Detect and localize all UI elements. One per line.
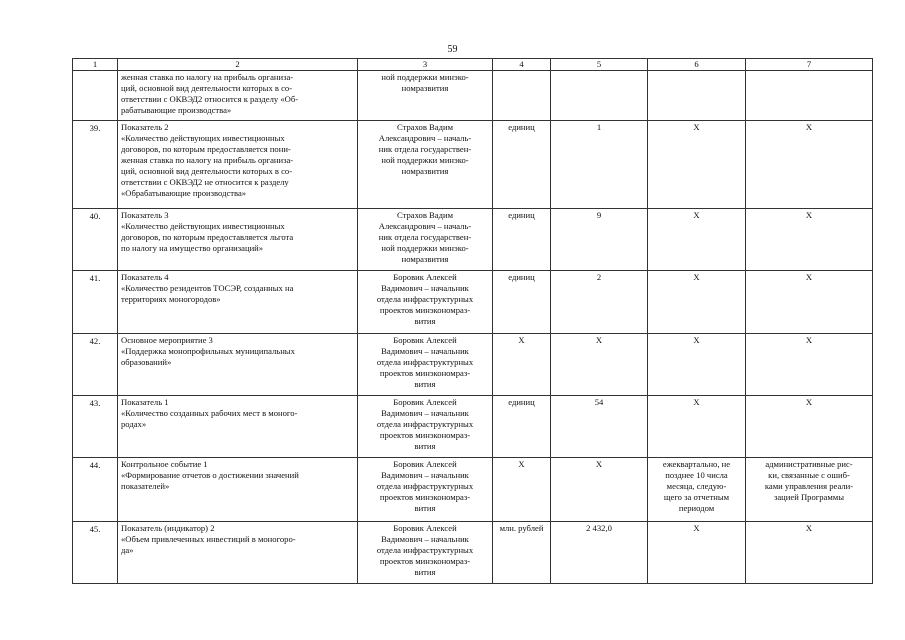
table-row — [73, 71, 873, 121]
deadline-cell — [648, 522, 746, 584]
cell-line: Вадимович – начальник — [381, 346, 469, 356]
description-cell — [118, 522, 358, 584]
cell-line: X — [693, 397, 700, 407]
table-row — [73, 121, 873, 209]
cell-line: месяца, следую- — [666, 481, 727, 491]
cell-line: вития — [414, 379, 436, 389]
deadline-cell — [648, 271, 746, 334]
risk-cell — [746, 271, 873, 334]
cell-line: отдела инфраструктурных — [376, 294, 474, 304]
risk-cell — [746, 209, 873, 271]
cell-line: проектов минэкономраз- — [379, 556, 471, 566]
responsible-cell — [358, 458, 493, 522]
responsible-cell — [358, 396, 493, 458]
cell-line: «Количество действующих инвестиционных — [121, 133, 285, 143]
cell-line: ответствии с ОКВЭД2 относится к разделу «Об- — [121, 94, 299, 104]
risk-cell — [746, 522, 873, 584]
table-row — [73, 522, 873, 584]
cell-line: ответствии с ОКВЭД2 не относится к разделу — [121, 177, 289, 187]
cell-line: Боровик Алексей — [393, 523, 457, 533]
row-number: 41. — [73, 271, 118, 334]
cell-line: «Количество созданных рабочих мест в моного- — [121, 408, 298, 418]
cell-line: X — [805, 122, 813, 132]
cell-line: административные рис- — [765, 459, 853, 469]
description-cell — [118, 396, 358, 458]
cell-line: по налогу на имущество организаций» — [121, 243, 264, 253]
cell-line: Страхов Вадим — [396, 210, 454, 220]
cell-line: Боровик Алексей — [393, 272, 457, 282]
deadline-cell — [648, 121, 746, 209]
cell-line: номразвития — [401, 254, 449, 264]
responsible-cell — [358, 334, 493, 396]
header-row — [73, 59, 873, 71]
cell-line: Вадимович – начальник — [381, 534, 469, 544]
header-cell: 1 — [73, 59, 118, 71]
unit-cell: X — [493, 458, 551, 522]
value-cell: X — [551, 458, 648, 522]
cell-line: X — [693, 335, 700, 345]
row-number: 39. — [73, 121, 118, 209]
cell-line: ежеквартально, не — [662, 459, 731, 469]
deadline-cell — [648, 458, 746, 522]
cell-line: ной поддержки минэко- — [381, 155, 469, 165]
header-cell: 7 — [746, 59, 873, 71]
deadline-cell — [648, 209, 746, 271]
description-cell — [118, 71, 358, 121]
unit-cell: единиц — [493, 121, 551, 209]
cell-line: ками управления реали- — [764, 481, 854, 491]
cell-line: Страхов Вадим — [396, 122, 454, 132]
cell-line: ций, основной вид деятельности которых в со- — [121, 166, 293, 176]
deadline-cell — [648, 71, 746, 121]
risk-cell — [746, 71, 873, 121]
cell-line: X — [693, 210, 700, 220]
cell-line: Показатель 2 — [121, 122, 169, 132]
cell-line: X — [805, 523, 813, 533]
cell-line: отдела инфраструктурных — [376, 481, 474, 491]
header-cell: 5 — [551, 59, 648, 71]
cell-line: зацией Программы — [773, 492, 845, 502]
cell-line: отдела инфраструктурных — [376, 545, 474, 555]
table-row — [73, 334, 873, 396]
cell-line: вития — [414, 441, 436, 451]
risk-cell — [746, 396, 873, 458]
cell-line: Показатель 4 — [121, 272, 169, 282]
cell-line: X — [805, 397, 813, 407]
cell-line: X — [805, 272, 813, 282]
responsible-cell — [358, 209, 493, 271]
cell-line: позднее 10 числа — [665, 470, 728, 480]
cell-line: ной поддержки минэко- — [381, 243, 469, 253]
cell-line: «Обрабатывающие производства» — [121, 188, 247, 198]
header-cell: 4 — [493, 59, 551, 71]
deadline-cell — [648, 396, 746, 458]
cell-line: договоров, по которым предоставляется пони- — [121, 144, 291, 154]
cell-line: X — [805, 210, 813, 220]
cell-line: Основное мероприятие 3 — [121, 335, 213, 345]
cell-line: проектов минэкономраз- — [379, 492, 471, 502]
cell-line: отдела инфраструктурных — [376, 357, 474, 367]
cell-line: Вадимович – начальник — [381, 408, 469, 418]
unit-cell — [493, 71, 551, 121]
cell-line: номразвития — [401, 166, 449, 176]
cell-line: Вадимович – начальник — [381, 470, 469, 480]
row-number: 42. — [73, 334, 118, 396]
risk-cell — [746, 458, 873, 522]
table-row — [73, 458, 873, 522]
header-cell: 3 — [358, 59, 493, 71]
cell-line: Контрольное событие 1 — [121, 459, 208, 469]
unit-cell: X — [493, 334, 551, 396]
cell-line: ник отдела государствен- — [378, 144, 472, 154]
cell-line: «Объем привлеченных инвестиций в моногоро- — [121, 534, 296, 544]
cell-line: вития — [414, 567, 436, 577]
cell-line: ций, основной вид деятельности которых в со- — [121, 83, 293, 93]
deadline-cell — [648, 334, 746, 396]
cell-line: X — [693, 272, 700, 282]
cell-line: вития — [414, 503, 436, 513]
responsible-cell — [358, 271, 493, 334]
cell-line: Боровик Алексей — [393, 335, 457, 345]
cell-line: «Количество резидентов ТОСЭР, созданных на — [121, 283, 294, 293]
value-cell: 9 — [551, 209, 648, 271]
indicators-table — [72, 58, 873, 584]
unit-cell: единиц — [493, 396, 551, 458]
cell-line: ки, связанные с ошиб- — [768, 470, 850, 480]
table-row — [73, 271, 873, 334]
row-number: 43. — [73, 396, 118, 458]
cell-line: показателей» — [121, 481, 170, 491]
cell-line: Боровик Алексей — [393, 459, 457, 469]
value-cell: X — [551, 334, 648, 396]
cell-line: Вадимович – начальник — [381, 283, 469, 293]
cell-line: «Поддержка монопрофильных муниципальных — [121, 346, 295, 356]
cell-line: рабатывающие производства» — [121, 105, 232, 115]
page-number: 59 — [447, 44, 458, 55]
cell-line: женная ставка по налогу на прибыль организа- — [121, 72, 294, 82]
value-cell — [551, 71, 648, 121]
cell-line: отдела инфраструктурных — [376, 419, 474, 429]
cell-line: Показатель 3 — [121, 210, 169, 220]
cell-line: номразвития — [401, 83, 449, 93]
unit-cell: млн. рублей — [493, 522, 551, 584]
row-number — [73, 71, 118, 121]
cell-line: территориях моногородов» — [121, 294, 221, 304]
value-cell: 54 — [551, 396, 648, 458]
cell-line: периодом — [678, 503, 715, 513]
row-number: 45. — [73, 522, 118, 584]
cell-line: вития — [414, 316, 436, 326]
unit-cell: единиц — [493, 271, 551, 334]
cell-line: X — [693, 523, 700, 533]
responsible-cell — [358, 71, 493, 121]
cell-line: да» — [121, 545, 134, 555]
cell-line: Александрович – началь- — [378, 133, 472, 143]
description-cell — [118, 271, 358, 334]
description-cell — [118, 458, 358, 522]
cell-line: Александрович – началь- — [378, 221, 472, 231]
value-cell: 1 — [551, 121, 648, 209]
header-cell: 6 — [648, 59, 746, 71]
description-cell — [118, 334, 358, 396]
cell-line: щего за отчетным — [663, 492, 730, 502]
risk-cell — [746, 121, 873, 209]
description-cell — [118, 121, 358, 209]
table-row — [73, 209, 873, 271]
cell-line: проектов минэкономраз- — [379, 305, 471, 315]
cell-line: Показатель 1 — [121, 397, 169, 407]
cell-line: «Формирование отчетов о достижении значений — [121, 470, 299, 480]
cell-line: договоров, по которым предоставляется льгота — [121, 232, 294, 242]
responsible-cell — [358, 121, 493, 209]
description-cell — [118, 209, 358, 271]
cell-line: X — [693, 122, 700, 132]
cell-line: ник отдела государствен- — [378, 232, 472, 242]
row-number: 44. — [73, 458, 118, 522]
cell-line: образований» — [121, 357, 172, 367]
row-number: 40. — [73, 209, 118, 271]
unit-cell: единиц — [493, 209, 551, 271]
cell-line: родах» — [121, 419, 147, 429]
cell-line: Показатель (индикатор) 2 — [121, 523, 215, 533]
table-row — [73, 396, 873, 458]
header-cell: 2 — [118, 59, 358, 71]
responsible-cell — [358, 522, 493, 584]
cell-line: ной поддержки минэко- — [381, 72, 469, 82]
cell-line: проектов минэкономраз- — [379, 430, 471, 440]
risk-cell — [746, 334, 873, 396]
cell-line: «Количество действующих инвестиционных — [121, 221, 285, 231]
cell-line: проектов минэкономраз- — [379, 368, 471, 378]
value-cell: 2 — [551, 271, 648, 334]
cell-line: Боровик Алексей — [393, 397, 457, 407]
cell-line: женная ставка по налогу на прибыль организа- — [121, 155, 294, 165]
value-cell: 2 432,0 — [551, 522, 648, 584]
cell-line: X — [805, 335, 813, 345]
